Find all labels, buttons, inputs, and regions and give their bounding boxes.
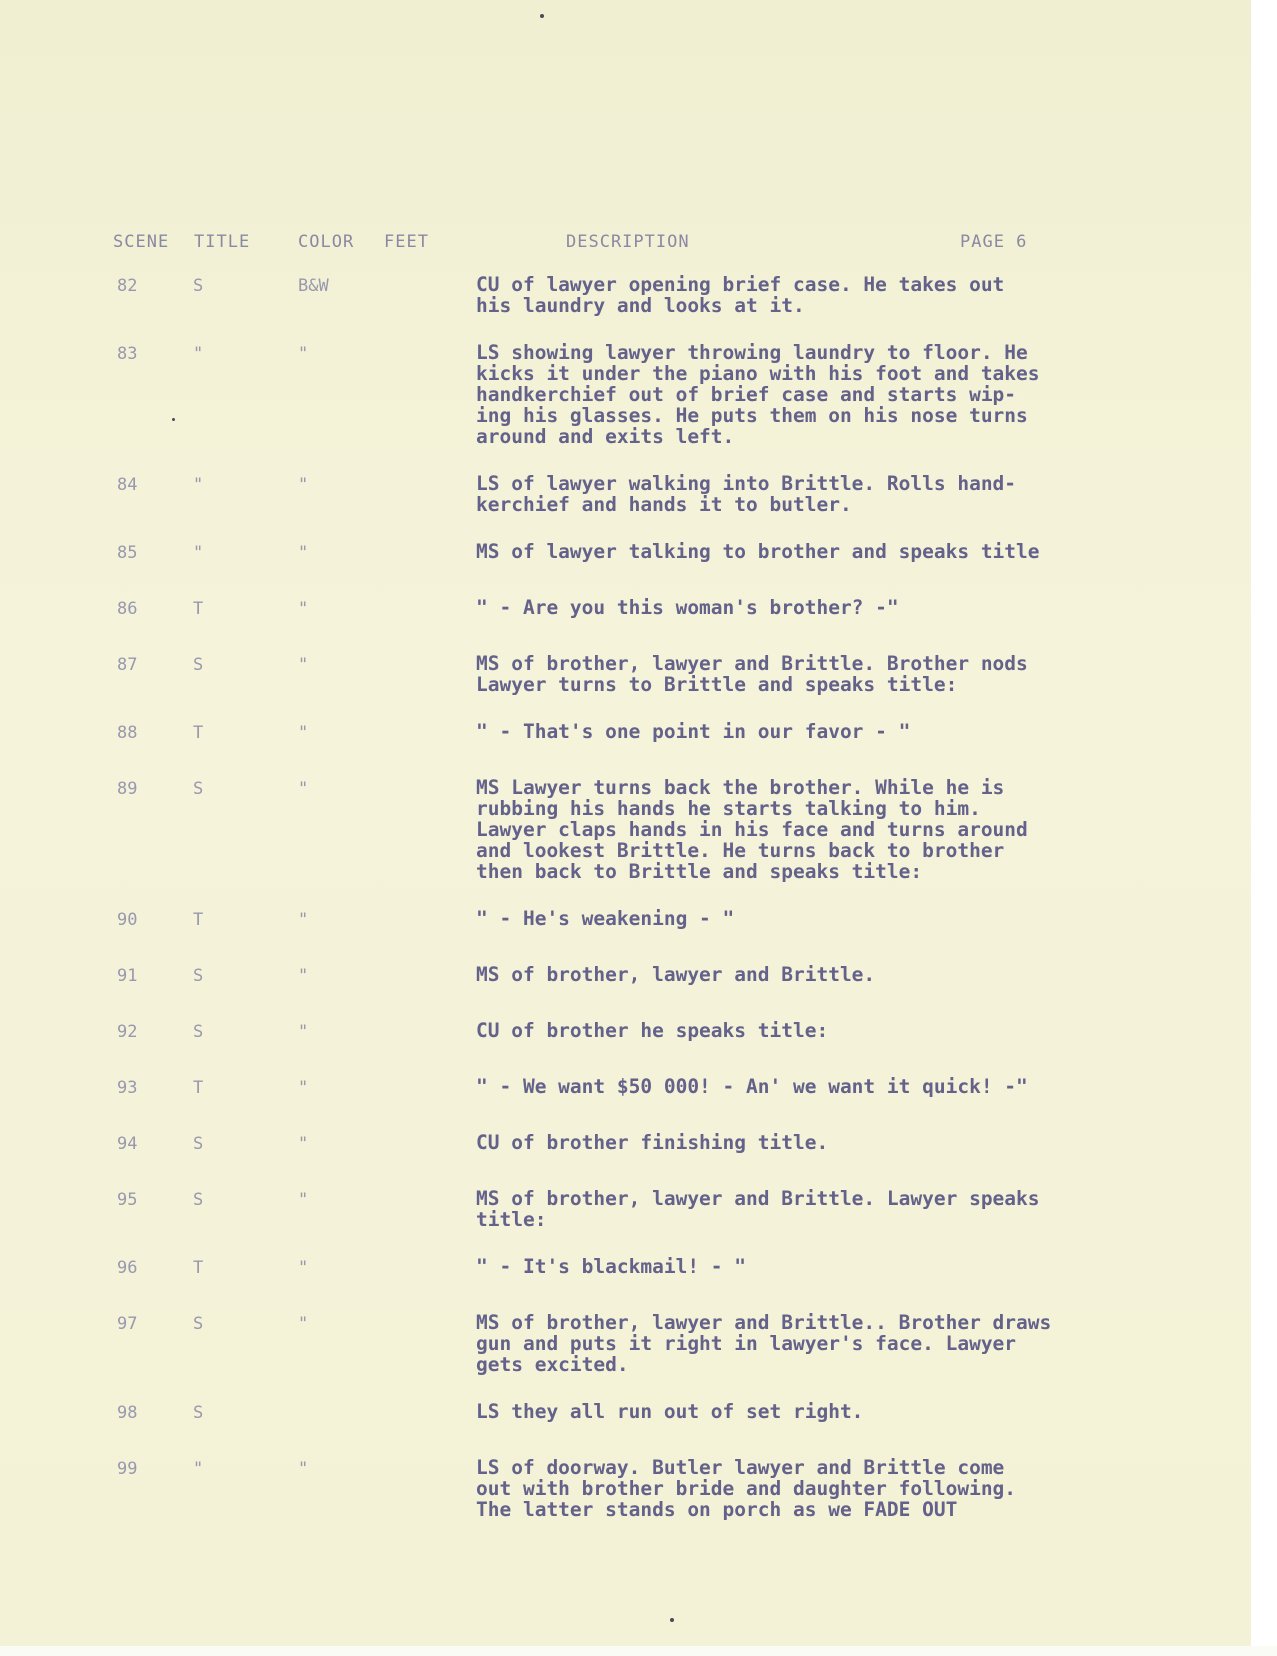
scene-description: CU of brother finishing title. (476, 1131, 829, 1154)
scene-list (0, 274, 1277, 1546)
scene-description: " - Are you this woman's brother? -" (476, 596, 899, 619)
scene-row (0, 1312, 1277, 1375)
scene-title-code: " (193, 344, 204, 364)
scene-title-code: T (193, 723, 204, 743)
scene-number: 93 (117, 1078, 138, 1098)
scene-row (0, 541, 1277, 571)
scene-description: LS showing lawyer throwing laundry to floor. He kicks it under the piano with his foot and takes handkerchief out of brief case and starts wip- ing his glasses. He puts them on his nose turns around and exits left. (476, 341, 1040, 448)
header-color: COLOR (298, 232, 355, 252)
scene-row (0, 1020, 1277, 1050)
header-description: DESCRIPTION (566, 232, 690, 252)
scene-number: 94 (117, 1134, 138, 1154)
scene-title-code: S (193, 655, 204, 675)
scene-row (0, 1188, 1277, 1230)
column-header (0, 232, 1277, 262)
scene-color: " (298, 475, 309, 495)
scene-row (0, 1076, 1277, 1106)
scene-color: " (298, 543, 309, 563)
scene-color: " (298, 1078, 309, 1098)
scene-number: 84 (117, 475, 138, 495)
scene-description: MS of brother, lawyer and Brittle.. Brother draws gun and puts it right in lawyer's face. Lawyer gets excited. (476, 1311, 1052, 1376)
scene-title-code: S (193, 1314, 204, 1334)
scene-number: 92 (117, 1022, 138, 1042)
scene-color: " (298, 1022, 309, 1042)
scene-description: " - We want $50 000! - An' we want it quick! -" (476, 1075, 1028, 1098)
scene-description: CU of brother he speaks title: (476, 1019, 829, 1042)
scene-title-code: S (193, 276, 204, 296)
scene-description: MS Lawyer turns back the brother. While he is rubbing his hands he starts talking to him. Lawyer claps hands in his face and turns around and lookest Brittle. He turns back to brother then back to Brittle and speaks title: (476, 776, 1028, 883)
page-number: PAGE 6 (960, 232, 1028, 252)
scene-row (0, 597, 1277, 627)
scene-row (0, 274, 1277, 316)
scene-row (0, 1401, 1277, 1431)
scene-color: " (298, 1190, 309, 1210)
scene-description: MS of lawyer talking to brother and speaks title (476, 540, 1040, 563)
scene-description: MS of brother, lawyer and Brittle. Lawyer speaks title: (476, 1187, 1040, 1231)
scene-title-code: " (193, 475, 204, 495)
scene-number: 98 (117, 1403, 138, 1423)
scene-number: 91 (117, 966, 138, 986)
header-title: TITLE (194, 232, 251, 252)
scene-description: " - That's one point in our favor - " (476, 720, 911, 743)
scene-row (0, 473, 1277, 515)
header-feet: FEET (384, 232, 429, 252)
scene-description: LS they all run out of set right. (476, 1400, 864, 1423)
scene-color: " (298, 1258, 309, 1278)
scene-row (0, 721, 1277, 751)
scene-row (0, 964, 1277, 994)
scene-number: 82 (117, 276, 138, 296)
scene-title-code: S (193, 1134, 204, 1154)
scene-description: " - He's weakening - " (476, 907, 735, 930)
scene-color: " (298, 655, 309, 675)
scene-title-code: " (193, 1459, 204, 1479)
scene-title-code: S (193, 1022, 204, 1042)
scene-number: 99 (117, 1459, 138, 1479)
scene-number: 86 (117, 599, 138, 619)
scene-color: " (298, 779, 309, 799)
scene-color: " (298, 1459, 309, 1479)
scene-title-code: T (193, 1258, 204, 1278)
scene-number: 95 (117, 1190, 138, 1210)
scene-title-code: S (193, 779, 204, 799)
scene-title-code: " (193, 543, 204, 563)
scene-number: 96 (117, 1258, 138, 1278)
scene-description: " - It's blackmail! - " (476, 1255, 747, 1278)
scene-number: 85 (117, 543, 138, 563)
scene-description: LS of doorway. Butler lawyer and Brittle come out with brother bride and daughter following. The latter stands on porch as we FADE OUT (476, 1456, 1017, 1521)
scan-edge-bottom (0, 1646, 1277, 1656)
scene-number: 83 (117, 344, 138, 364)
scene-row (0, 908, 1277, 938)
ink-speck (540, 14, 544, 18)
scene-title-code: T (193, 599, 204, 619)
scene-description: CU of lawyer opening brief case. He takes out his laundry and looks at it. (476, 273, 1005, 317)
scene-title-code: S (193, 1190, 204, 1210)
scene-color: B&W (298, 276, 329, 296)
scene-title-code: S (193, 1403, 204, 1423)
scene-row (0, 777, 1277, 882)
scene-description: LS of lawyer walking into Brittle. Rolls hand- kerchief and hands it to butler. (476, 472, 1017, 516)
scene-color: " (298, 344, 309, 364)
scene-color: " (298, 1314, 309, 1334)
scene-title-code: T (193, 1078, 204, 1098)
scene-description: MS of brother, lawyer and Brittle. (476, 963, 876, 986)
scene-color: " (298, 1134, 309, 1154)
scene-title-code: T (193, 910, 204, 930)
scene-color: " (298, 599, 309, 619)
scene-row (0, 1132, 1277, 1162)
scene-row (0, 653, 1277, 695)
scene-row (0, 1256, 1277, 1286)
header-scene: SCENE (113, 232, 170, 252)
scene-number: 87 (117, 655, 138, 675)
scene-row (0, 342, 1277, 447)
scene-number: 89 (117, 779, 138, 799)
scene-number: 97 (117, 1314, 138, 1334)
scene-title-code: S (193, 966, 204, 986)
scene-number: 88 (117, 723, 138, 743)
scene-row (0, 1457, 1277, 1520)
scene-number: 90 (117, 910, 138, 930)
scene-color: " (298, 910, 309, 930)
scene-color: " (298, 723, 309, 743)
ink-speck (670, 1618, 674, 1622)
scene-color: " (298, 966, 309, 986)
scene-description: MS of brother, lawyer and Brittle. Brother nods Lawyer turns to Brittle and speaks title: (476, 652, 1028, 696)
